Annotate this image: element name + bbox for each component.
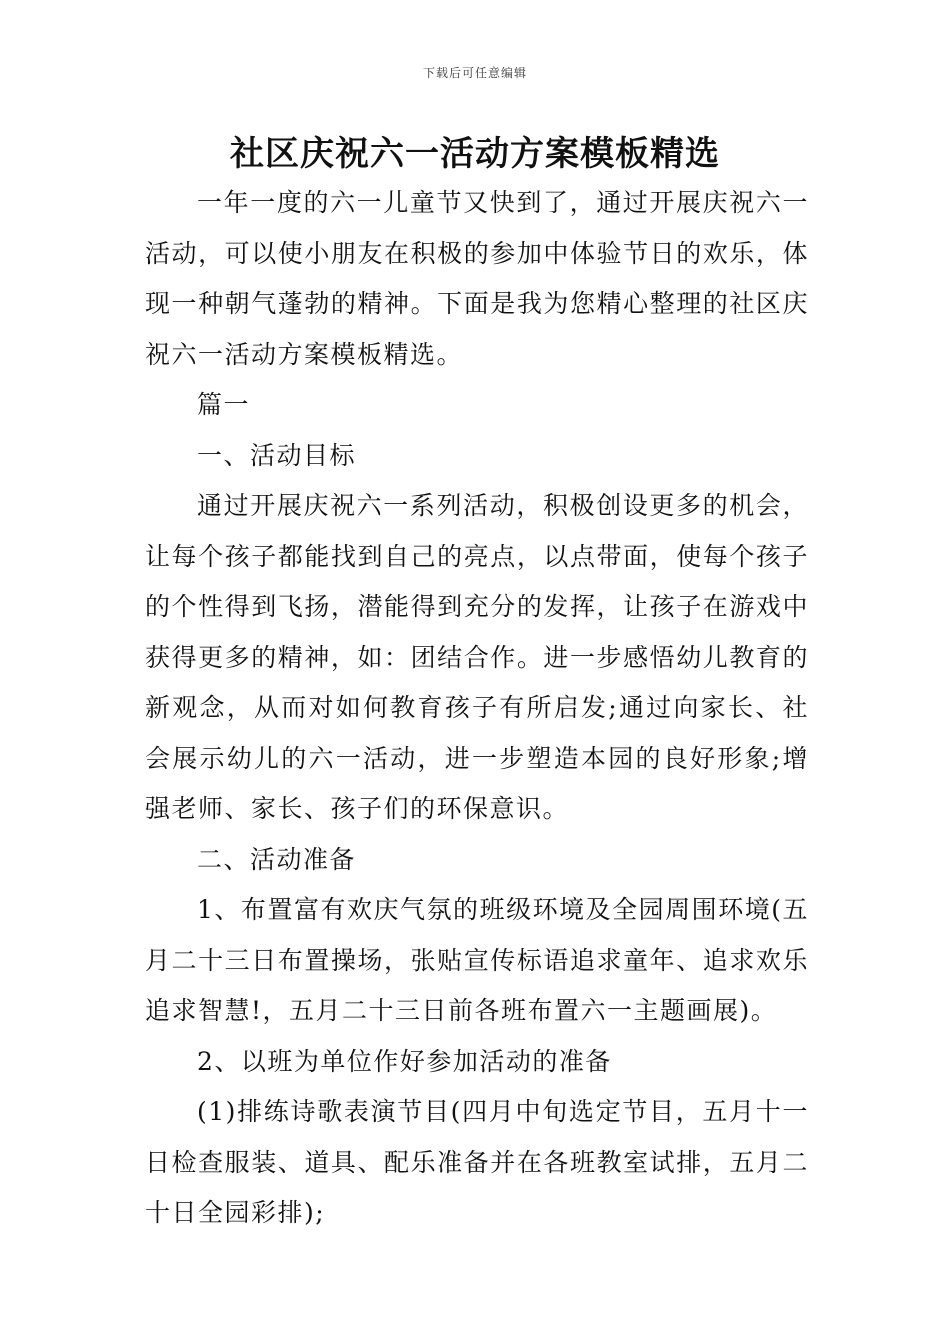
preparation-item-2: 2、以班为单位作好参加活动的准备 <box>197 1046 612 1076</box>
preparation-item-1: 1、布置富有欢庆气氛的班级环境及全园周围环境(五月二十三日布置操场，张贴宣传标语追求童年、追求欢乐追求智慧!，五月二十三日前各班布置六一主题画展)。 <box>145 895 809 1025</box>
section-label-part-one: 篇一 <box>197 390 251 419</box>
intro-paragraph: 一年一度的六一儿童节又快到了，通过开展庆祝六一活动，可以使小朋友在积极的参加中体验节日的欢乐，体现一种朝气蓬勃的精神。下面是我为您精心整理的社区庆祝六一活动方案模板精选。 <box>145 188 809 369</box>
preparation-subitem-1: (1)排练诗歌表演节目(四月中旬选定节目，五月十一日检查服装、道具、配乐准备并在各班教室试排，五月二十日全园彩排); <box>145 1097 809 1227</box>
goals-paragraph: 通过开展庆祝六一系列活动，积极创设更多的机会，让每个孩子都能找到自己的亮点，以点带面，使每个孩子的个性得到飞扬，潜能得到充分的发挥，让孩子在游戏中获得更多的精神，如：团结合作。进一步感悟幼儿教育的新观念，从而对如何教育孩子有所启发;通过向家长、社会展示幼儿的六一活动，进一步塑造本园的良好形象;增强老师、家长、孩子们的环保意识。 <box>145 491 809 823</box>
header-note: 下载后可任意编辑 <box>422 66 527 80</box>
heading-activity-goals: 一、活动目标 <box>197 440 357 470</box>
document-title: 社区庆祝六一活动方案模板精选 <box>230 134 720 174</box>
document-body <box>145 178 809 1239</box>
heading-activity-preparation: 二、活动准备 <box>197 844 357 874</box>
